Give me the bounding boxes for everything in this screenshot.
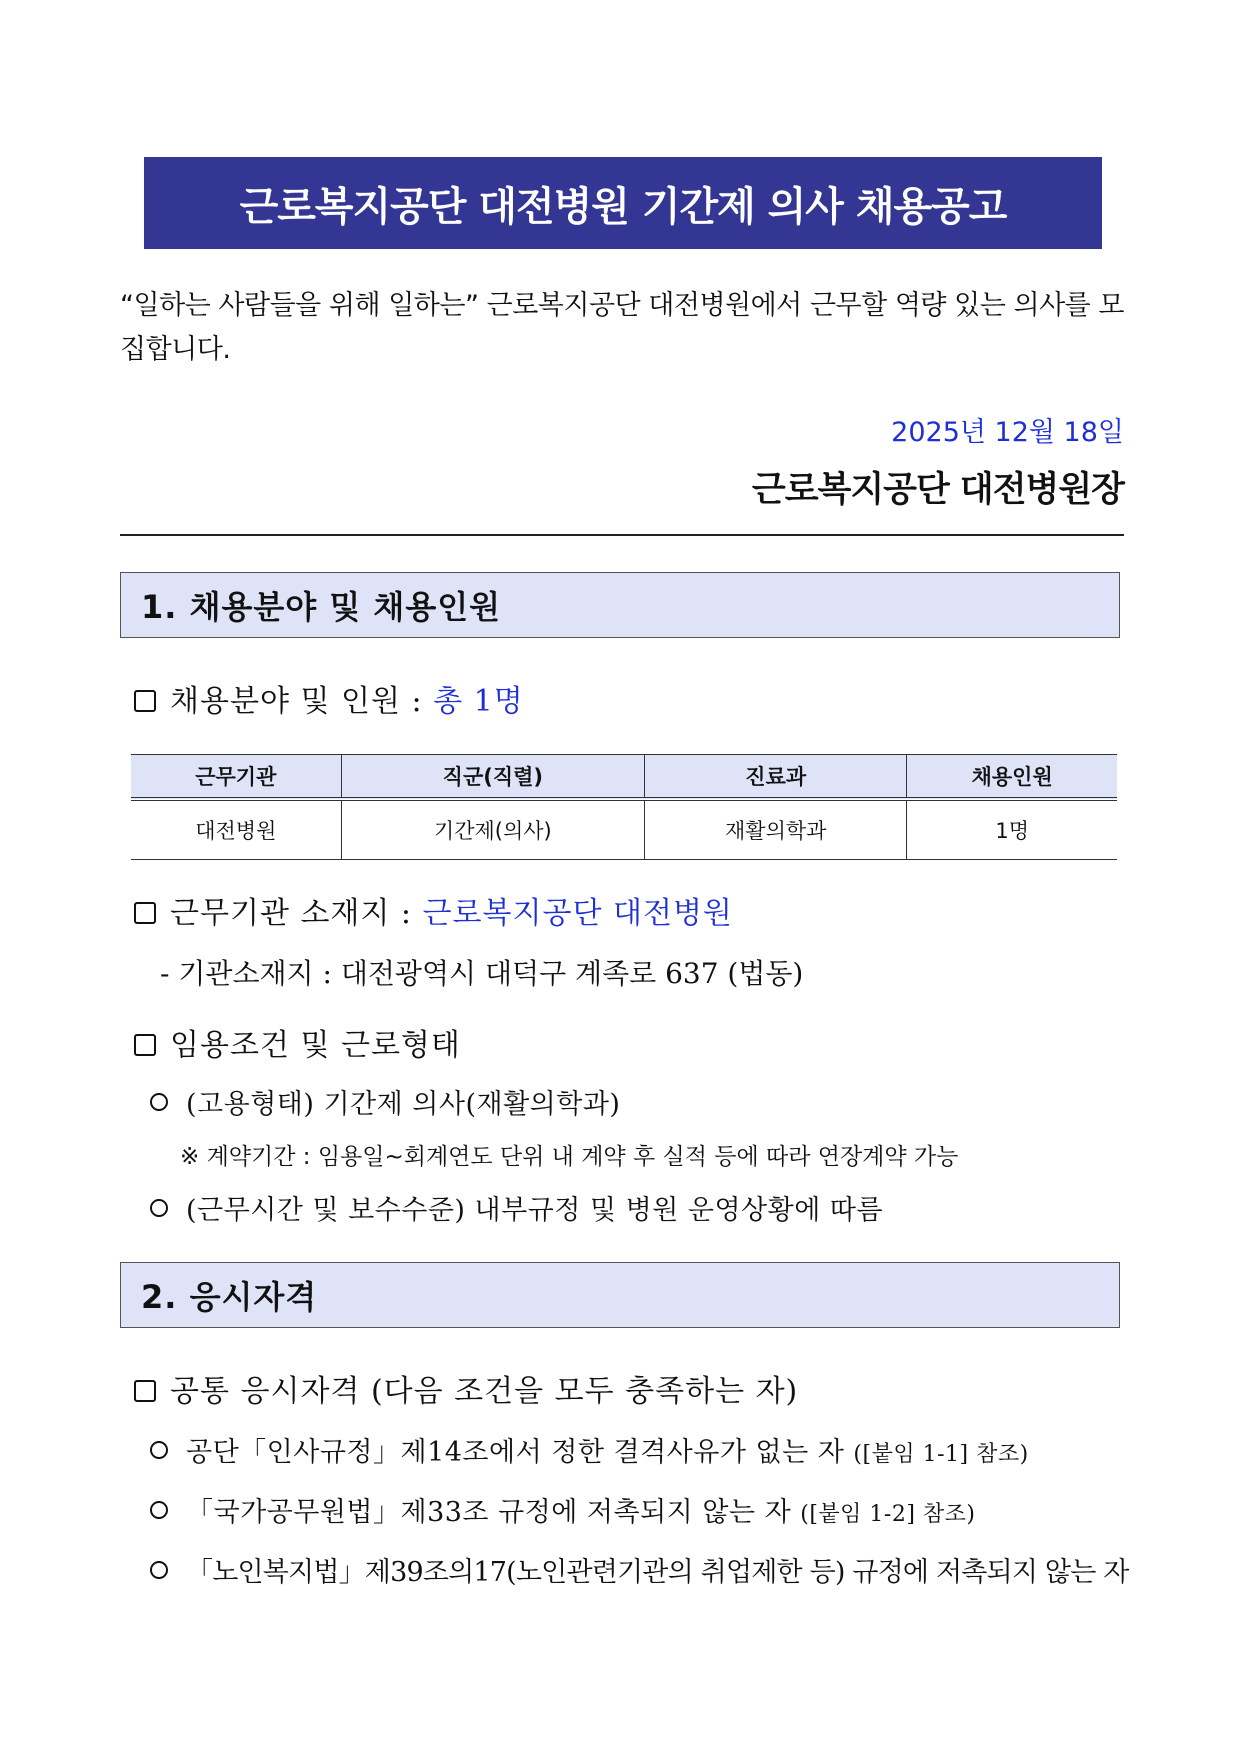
requirement-item xyxy=(150,1430,1029,1469)
divider xyxy=(120,534,1124,536)
intro-text: “일하는 사람들을 위해 일하는” 근로복지공단 대전병원에서 근무할 역량 있는 의사를 모집합니다. xyxy=(120,290,1124,365)
circle-bullet-icon xyxy=(150,1093,168,1111)
table-header: 채용인원 xyxy=(907,755,1117,800)
contract-note: ※ 계약기간 : 임용일~회계연도 단위 내 계약 후 실적 등에 따라 연장계약 가능 xyxy=(180,1144,959,1170)
recruit-item xyxy=(134,676,524,720)
table-cell: 1명 xyxy=(907,799,1117,860)
section-1-heading-text: 1. 채용분야 및 채용인원 xyxy=(141,588,502,626)
requirement-text: 「국가공무원법」제33조 규정에 저촉되지 않는 자 xyxy=(186,1497,801,1528)
location-value: 근로복지공단 대전병원 xyxy=(422,896,733,931)
table-header: 직군(직렬) xyxy=(341,755,644,800)
location-item xyxy=(134,888,733,932)
table-header: 근무기관 xyxy=(131,755,341,800)
table-header-row xyxy=(131,755,1117,800)
employment-type-item xyxy=(150,1082,620,1121)
checkbox-icon xyxy=(134,902,156,924)
circle-bullet-icon xyxy=(150,1441,168,1459)
common-qualification-heading: 공통 응시자격 (다음 조건을 모두 충족하는 자) xyxy=(170,1374,799,1409)
requirement-text: 공단「인사규정」제14조에서 정한 결격사유가 없는 자 xyxy=(186,1437,854,1468)
section-1-heading xyxy=(120,572,1120,638)
conditions-heading: 임용조건 및 근로형태 xyxy=(170,1028,461,1063)
address-text: - 기관소재지 : 대전광역시 대덕구 계족로 637 (법동) xyxy=(160,957,804,990)
conditions-item xyxy=(134,1020,461,1064)
checkbox-icon xyxy=(134,1034,156,1056)
section-2-heading xyxy=(120,1262,1120,1328)
table-header: 진료과 xyxy=(645,755,907,800)
table-row xyxy=(131,799,1117,860)
checkbox-icon xyxy=(134,1380,156,1402)
recruit-label: 채용분야 및 인원 : xyxy=(170,684,434,719)
requirement-item xyxy=(150,1490,976,1529)
table-cell: 대전병원 xyxy=(131,799,341,860)
announcement-date: 2025년 12월 18일 xyxy=(891,417,1124,448)
checkbox-icon xyxy=(134,690,156,712)
circle-bullet-icon xyxy=(150,1501,168,1519)
requirement-reference: ([붙임 1-2] 참조) xyxy=(800,1502,976,1527)
issuer: 근로복지공단 대전병원장 xyxy=(751,470,1124,510)
common-qualification-item xyxy=(134,1366,798,1410)
recruit-table xyxy=(131,754,1117,860)
table-cell: 기간제(의사) xyxy=(341,799,644,860)
requirement-item xyxy=(150,1550,1129,1589)
recruit-value: 총 1명 xyxy=(433,684,524,719)
circle-bullet-icon xyxy=(150,1561,168,1579)
requirement-reference: ([붙임 1-1] 참조) xyxy=(853,1442,1029,1467)
section-2-heading-text: 2. 응시자격 xyxy=(141,1278,318,1316)
work-hours-text: (근무시간 및 보수수준) 내부규정 및 병원 운영상황에 따름 xyxy=(186,1195,884,1226)
table-cell: 재활의학과 xyxy=(645,799,907,860)
employment-type-text: (고용형태) 기간제 의사(재활의학과) xyxy=(186,1089,621,1120)
location-label: 근무기관 소재지 : xyxy=(170,896,423,931)
work-hours-item xyxy=(150,1188,883,1227)
circle-bullet-icon xyxy=(150,1199,168,1217)
requirement-text: 「노인복지법」제39조의17(노인관련기관의 취업제한 등) 규정에 저촉되지 않는 자 xyxy=(186,1557,1129,1588)
page-title: 근로복지공단 대전병원 기간제 의사 채용공고 xyxy=(144,157,1102,249)
